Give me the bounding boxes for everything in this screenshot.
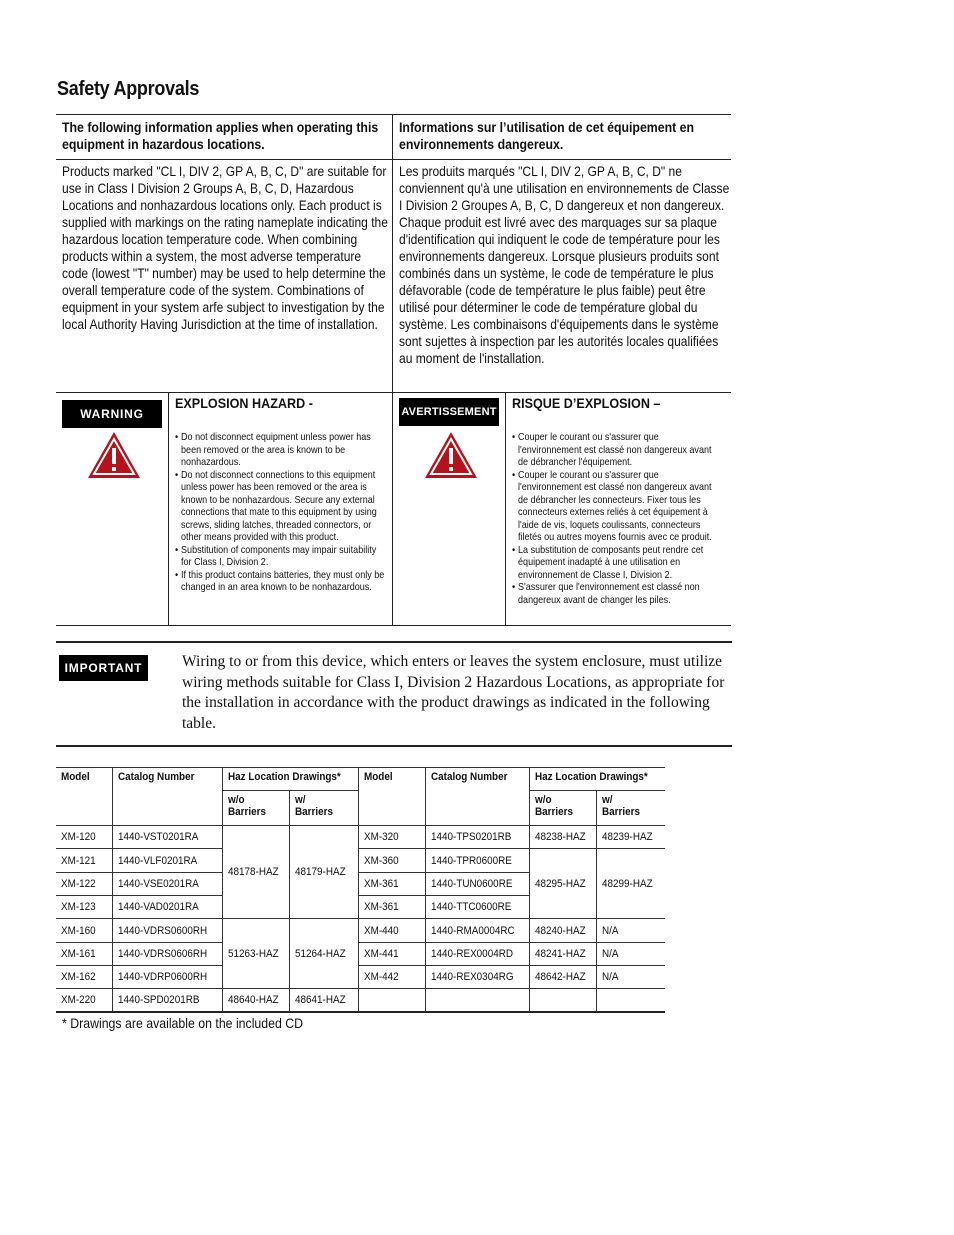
table-row: XM-123 1440-VAD0201RA XM-361 1440-TTC0600RE	[56, 896, 665, 919]
col-w-barriers: w/ Barriers	[597, 791, 665, 826]
important-label: IMPORTANT	[59, 655, 148, 681]
warning-bullet: • If this product contains batteries, they must only be changed in an area known to be nonhazardous.	[175, 569, 388, 594]
table-row: XM-122 1440-VSE0201RA XM-361 1440-TUN0600RE	[56, 873, 665, 896]
col-catalog: Catalog Number	[112, 768, 222, 826]
warning-triangle-icon	[86, 430, 142, 480]
col-haz: Haz Location Drawings*	[529, 768, 665, 791]
hazard-divider	[56, 392, 731, 393]
table-row: XM-160 1440-VDRS0600RH 51263-HAZ 51264-HAZ XM-440 1440-RMA0004RC 48240-HAZ N/A	[56, 919, 665, 943]
warning-bullet: • Substitution of components may impair suitability for Class I, Division 2.	[175, 544, 388, 569]
english-header: The following information applies when operating this equipment in hazardous locations.	[62, 119, 379, 152]
haz-drawings-table	[56, 767, 665, 1013]
french-header: Informations sur l’utilisation de cet équipement en environnements dangereux.	[399, 119, 695, 152]
warning-bullet: • Couper le courant ou s'assurer que l'environnement est classé non dangereux avant de débrancher les connecteurs. Fixer tous les connecteurs externes reliés à cet équipement à l'aide de vis, loquets coulissants, connecteurs filetés ou autres moyens fournis avec ce produit.	[512, 469, 723, 544]
french-warning-list	[512, 431, 723, 606]
table-footnote: * Drawings are available on the included CD	[62, 1015, 304, 1031]
col-model: Model	[56, 768, 112, 826]
table-row: XM-220 1440-SPD0201RB 48640-HAZ 48641-HAZ	[56, 989, 665, 1012]
english-warning-list	[175, 431, 388, 594]
table-row: XM-161 1440-VDRS0606RH XM-441 1440-REX0004RD 48241-HAZ N/A	[56, 943, 665, 966]
col-model: Model	[358, 768, 425, 826]
explosion-hazard-title: EXPLOSION HAZARD -	[175, 395, 313, 411]
table-row: XM-162 1440-VDRP0600RH XM-442 1440-REX0304RG 48642-HAZ N/A	[56, 966, 665, 989]
safety-approvals-table	[56, 114, 731, 626]
col-wo-barriers: w/o Barriers	[529, 791, 597, 826]
header-divider	[56, 159, 731, 160]
warning-divider-fr	[505, 392, 506, 625]
warning-bullet: • S'assurer que l'environnement est classé non dangereux avant de changer les piles.	[512, 581, 723, 606]
warning-triangle-icon	[423, 430, 479, 480]
warning-label: WARNING	[62, 400, 162, 428]
table-row: XM-120 1440-VST0201RA 48178-HAZ 48179-HAZ XM-320 1440-TPS0201RB 48238-HAZ 48239-HAZ	[56, 826, 665, 849]
warning-bullet: • Couper le courant ou s'assurer que l'environnement est classé non dangereux avant de débrancher l'équipement.	[512, 431, 723, 469]
important-top-rule	[56, 641, 732, 643]
avertissement-label: AVERTISSEMENT	[399, 398, 499, 426]
column-divider	[392, 115, 393, 625]
col-wo-barriers: w/o Barriers	[222, 791, 290, 826]
col-w-barriers: w/ Barriers	[290, 791, 359, 826]
important-text: Wiring to or from this device, which enters or leaves the system enclosure, must utilize wiring methods suitable for Class I, Division 2 Hazardous Locations, as appropriate for the installation in accordance with the product drawings as indicated in the following table.	[182, 653, 725, 732]
warning-divider-en	[168, 392, 169, 625]
warning-bullet: • Do not disconnect connections to this equipment unless power has been removed or the area is known to be nonhazardous. Secure any external connections that mate to this equipment by using screws, sliding latches, threaded connectors, or other means provided with this product.	[175, 469, 388, 544]
warning-bullet: • La substitution de composants peut rendre cet équipement inadapté à une utilisation en environnement de Classe I, Division 2.	[512, 544, 723, 582]
important-bottom-rule	[56, 745, 732, 747]
english-body: Products marked "CL I, DIV 2, GP A, B, C, D" are suitable for use in Class I Division 2 Groups A, B, C, D, Hazardous Locations and nonhazardous locations only. Each product is supplied with markings on the rating nameplate indicating the hazardous location temperature code. When combining products within a system, the most adverse temperature code (lowest "T" number) may be used to help determine the overall temperature code of the system. Combinations of equipment in your system arfe subject to investigation by the local Authority Having Jurisdiction at the time of installation.	[62, 163, 388, 332]
french-body: Les produits marqués "CL I, DIV 2, GP A, B, C, D" ne conviennent qu'à une utilisation en environnements de Classe I Division 2 Groupes A, B, C, D dangereux et non dangereux. Chaque produit est livré avec des marquages sur sa plaque d'identification qui indiquent le code de température pour les environnements dangereux. Lorsque plusieurs produits sont combinés dans un système, le code de température le plus défavorable (code de température le plus faible) peut être utilisé pour déterminer le code de température global du système. Les combinaisons d'équipements dans le système sont sujettes à inspection par les autorités locales qualifiées au moment de l'installation.	[399, 163, 730, 366]
table-row: XM-121 1440-VLF0201RA XM-360 1440-TPR0600RE 48295-HAZ 48299-HAZ	[56, 849, 665, 873]
warning-bullet: • Do not disconnect equipment unless power has been removed or the area is known to be nonhazardous.	[175, 431, 388, 469]
col-catalog: Catalog Number	[425, 768, 529, 826]
col-haz: Haz Location Drawings*	[222, 768, 358, 791]
risque-explosion-title: RISQUE D’EXPLOSION –	[512, 395, 661, 411]
page-title: Safety Approvals	[57, 78, 200, 100]
